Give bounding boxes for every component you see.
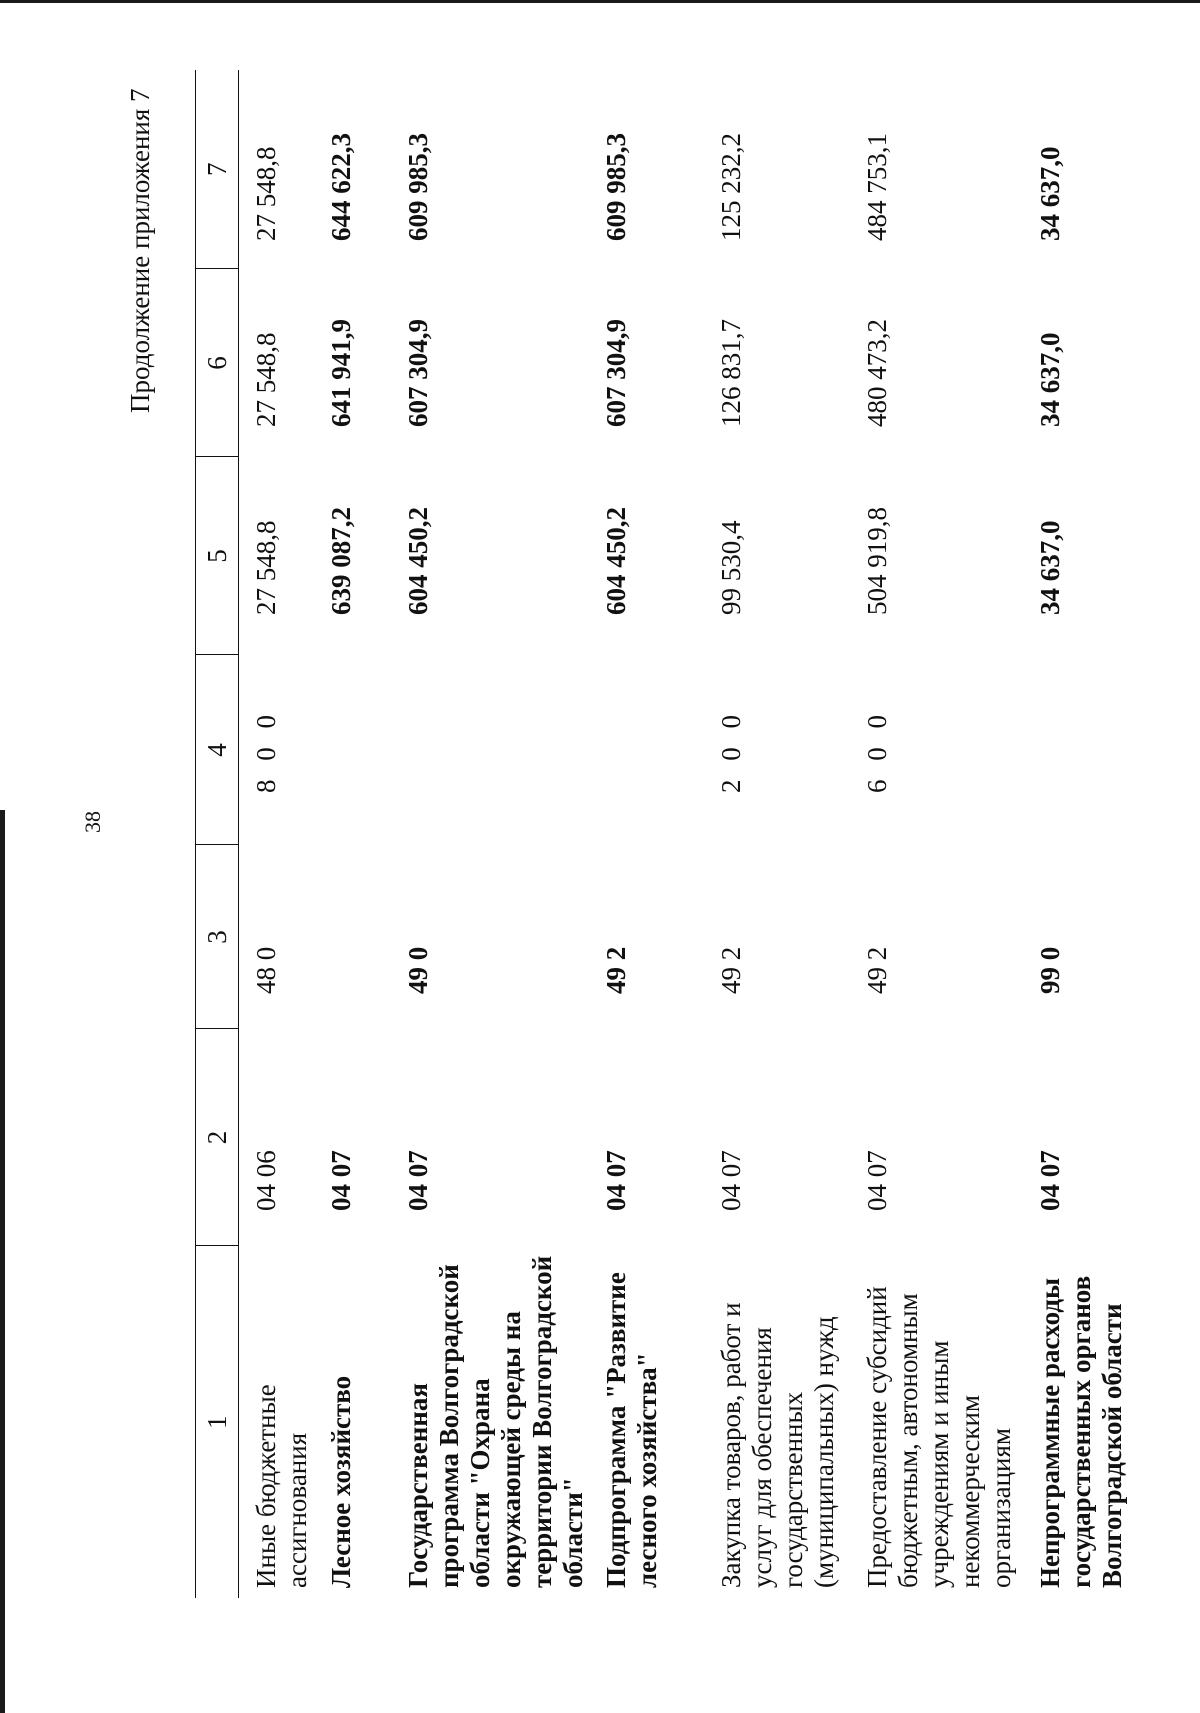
row-value-7: 609 985,3 <box>601 133 631 241</box>
table-row <box>314 70 391 1598</box>
table-row <box>239 70 315 1598</box>
table-row <box>704 70 850 1598</box>
row-value-7: 125 232,2 <box>716 133 746 241</box>
row-expense-type: 6 0 0 <box>862 709 892 793</box>
row-target: 49 0 <box>403 946 433 994</box>
row-value-5: 639 087,2 <box>326 507 356 615</box>
col-header-6: 6 <box>196 269 239 457</box>
continuation-note: Продолжение приложения 7 <box>125 88 155 413</box>
row-expense-type: 8 0 0 <box>251 709 281 793</box>
row-name: Непрограммные расходы государственных органов Волгоградской области <box>1035 1275 1127 1588</box>
col-header-2: 2 <box>196 1029 239 1246</box>
row-value-5: 604 450,2 <box>403 507 433 615</box>
col-header-4: 4 <box>196 655 239 845</box>
row-value-5: 504 919,8 <box>862 507 892 615</box>
row-target: 99 0 <box>1035 946 1065 994</box>
row-expense-type <box>1023 655 1165 845</box>
row-target <box>314 845 391 1029</box>
row-section: 04 07 <box>716 1150 746 1211</box>
row-target: 49 2 <box>601 946 631 994</box>
row-expense-type <box>589 655 704 845</box>
table-row <box>589 70 704 1598</box>
row-value-7: 34 637,0 <box>1035 146 1065 241</box>
table-row <box>850 70 1023 1598</box>
row-section: 04 06 <box>251 1150 281 1211</box>
row-expense-type <box>314 655 391 845</box>
row-name: Предоставление субсидий бюджетным, автономным учреждениям и иным некоммерческим организациям <box>862 1286 1016 1588</box>
row-expense-type: 2 0 0 <box>716 709 746 793</box>
row-expense-type <box>391 655 589 845</box>
row-value-7: 27 548,8 <box>251 146 281 241</box>
row-value-6: 34 637,0 <box>1035 332 1065 427</box>
row-value-5: 27 548,8 <box>251 520 281 615</box>
row-name: Подпрограмма "Развитие лесного хозяйства" <box>601 1272 662 1588</box>
row-value-6: 480 473,2 <box>862 319 892 427</box>
table-row <box>1023 70 1165 1598</box>
col-header-3: 3 <box>196 845 239 1029</box>
col-header-5: 5 <box>196 457 239 655</box>
row-value-6: 27 548,8 <box>251 332 281 427</box>
row-name: Закупка товаров, работ и услуг для обеспечения государственных (муниципальных) нужд <box>716 1302 839 1588</box>
row-value-7: 484 753,1 <box>862 133 892 241</box>
row-section: 04 07 <box>326 1150 356 1211</box>
row-section: 04 07 <box>403 1150 433 1211</box>
row-name: Лесное хозяйство <box>326 1375 356 1588</box>
row-value-5: 34 637,0 <box>1035 520 1065 615</box>
row-target: 49 2 <box>862 946 892 994</box>
row-section: 04 07 <box>862 1150 892 1211</box>
row-value-6: 607 304,9 <box>403 319 433 427</box>
header-row <box>196 70 239 1598</box>
row-value-6: 126 831,7 <box>716 319 746 427</box>
row-value-6: 641 941,9 <box>326 319 356 427</box>
row-section: 04 07 <box>1035 1150 1065 1211</box>
row-target: 49 2 <box>716 946 746 994</box>
page-number: 38 <box>80 811 105 833</box>
row-value-7: 644 622,3 <box>326 133 356 241</box>
row-name: Государственная программа Волгоградской области "Охрана окружающей среды на территории Волгоградской области" <box>403 1255 588 1588</box>
row-section: 04 07 <box>601 1150 631 1211</box>
row-target: 48 0 <box>251 946 281 994</box>
row-value-5: 99 530,4 <box>716 520 746 615</box>
row-value-7: 609 985,3 <box>403 133 433 241</box>
col-header-1: 1 <box>196 1246 239 1598</box>
table-row <box>391 70 589 1598</box>
row-value-5: 604 450,2 <box>601 507 631 615</box>
row-name: Иные бюджетные ассигнования <box>251 1384 312 1588</box>
col-header-7: 7 <box>196 70 239 269</box>
row-value-6: 607 304,9 <box>601 319 631 427</box>
budget-table <box>195 70 1165 1598</box>
